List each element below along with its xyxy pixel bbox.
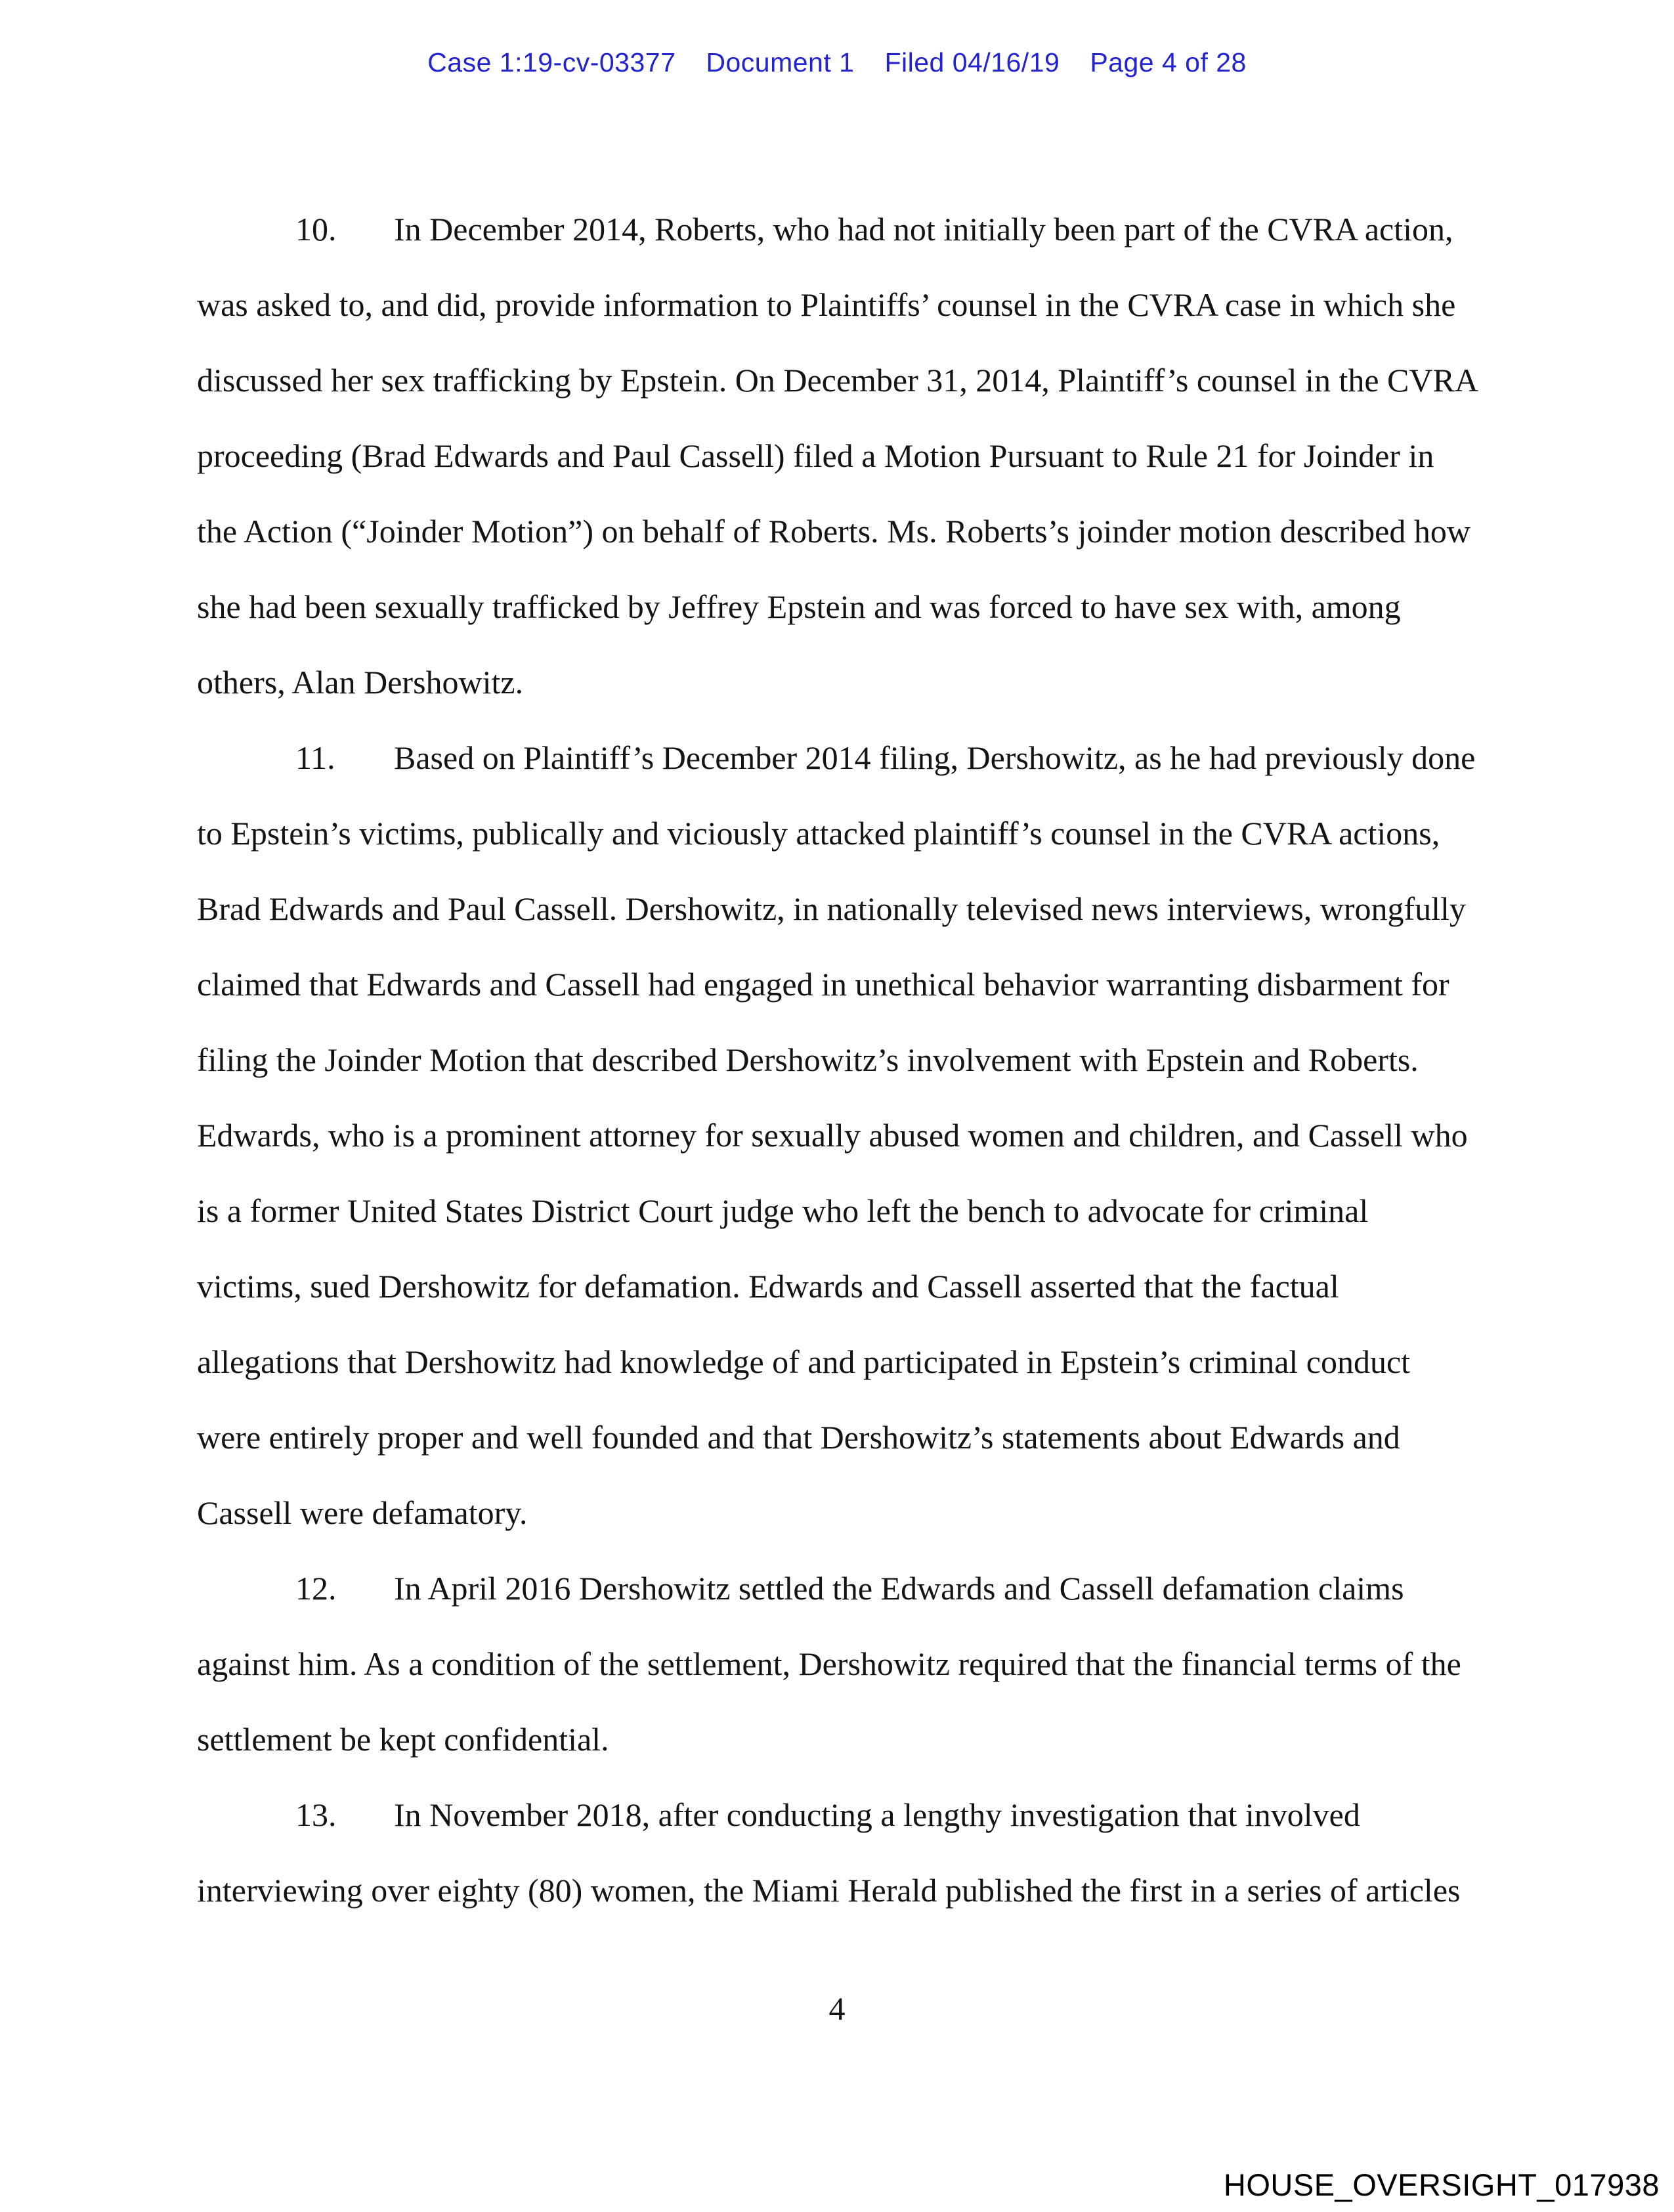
page-number: 4 [828,1990,846,2027]
paragraph [197,192,1477,720]
paragraph-number: 10. [295,211,337,248]
paragraph-number: 11. [295,739,335,776]
bates-number: HOUSE_OVERSIGHT_017938 [1223,2167,1660,2202]
paragraph-text: In November 2018, after conducting a lengthy investigation that involved interviewing over eighty (80) women, the Miami Herald published the first in a series of articles [197,1796,1461,1909]
case-caption-header [0,47,1674,78]
paragraph [197,1551,1477,1777]
case-number: Case 1:19-cv-03377 [427,47,676,77]
paragraph-number: 13. [295,1796,337,1833]
paragraph-text: Based on Plaintiff’s December 2014 filing, Dershowitz, as he had previously done to Epstein’s victims, publically and viciously attacked plaintiff’s counsel in the CVRA actions, Brad Edwards and Paul Cassell. Dershowitz, in nationally televised news interviews, wrongfully claimed that Edwards and Cassell had engaged in unethical behavior warranting disbarment for filing the Joinder Motion that described Dershowitz’s involvement with Epstein and Roberts. Edwards, who is a prominent attorney for sexually abused women and children, and Cassell who is a former United States District Court judge who left the bench to advocate for criminal victims, sued Dershowitz for defamation. Edwards and Cassell asserted that the factual allegations that Dershowitz had knowledge of and participated in Epstein’s criminal conduct were entirely proper and well founded and that Dershowitz’s statements about Edwards and Cassell were defamatory. [197,739,1476,1531]
paragraph-text: In December 2014, Roberts, who had not initially been part of the CVRA action, was asked to, and did, provide information to Plaintiffs’ counsel in the CVRA case in which she discussed her sex trafficking by Epstein. On December 31, 2014, Plaintiff’s counsel in the CVRA proceeding (Brad Edwards and Paul Cassell) filed a Motion Pursuant to Rule 21 for Joinder in the Action (“Joinder Motion”) on behalf of Roberts. Ms. Roberts’s joinder motion described how she had been sexually trafficked by Jeffrey Epstein and was forced to have sex with, among others, Alan Dershowitz. [197,211,1477,701]
document-body [197,192,1477,1928]
paragraph [197,720,1477,1551]
paragraph-text: In April 2016 Dershowitz settled the Edwards and Cassell defamation claims against him. As a condition of the settlement, Dershowitz required that the financial terms of the settlement be kept confidential. [197,1570,1461,1758]
filed-date: Filed 04/16/19 [884,47,1060,77]
paragraph-number: 12. [295,1570,337,1607]
document-number: Document 1 [706,47,855,77]
page-count: Page 4 of 28 [1090,47,1247,77]
paragraph [197,1777,1477,1928]
